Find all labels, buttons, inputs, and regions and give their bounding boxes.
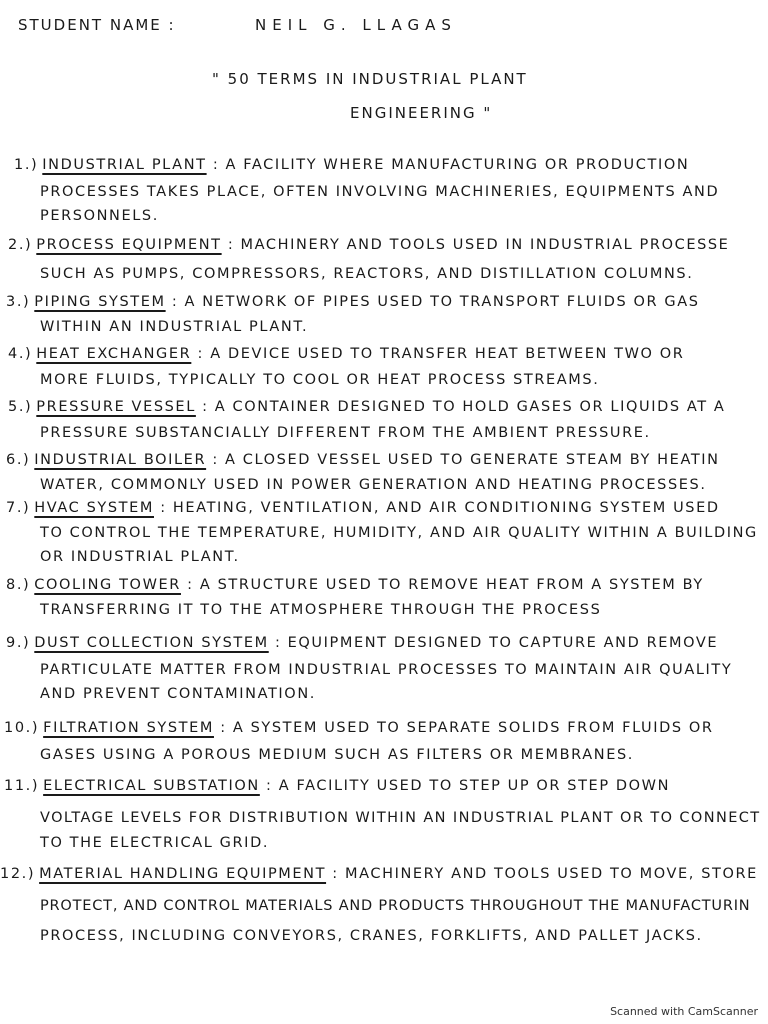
term-number: 3.): [6, 294, 31, 310]
term-number: 2.): [8, 237, 33, 253]
term-definition-line: AND PREVENT CONTAMINATION.: [40, 686, 316, 702]
term-entry: [8, 399, 725, 415]
student-name-label: STUDENT NAME :: [18, 16, 176, 34]
term-definition-line: VOLTAGE LEVELS FOR DISTRIBUTION WITHIN AN INDUSTRIAL PLANT OR TO CONNECT: [40, 810, 761, 826]
term-definition-line: : HEATING, VENTILATION, AND AIR CONDITIONING SYSTEM USED: [160, 500, 720, 516]
term-definition-line: GASES USING A POROUS MEDIUM SUCH AS FILTERS OR MEMBRANES.: [40, 747, 635, 763]
term-entry: [8, 237, 729, 253]
term-definition-line: WATER, COMMONLY USED IN POWER GENERATION AND HEATING PROCESSES.: [40, 477, 707, 493]
term-entry: [6, 500, 720, 516]
title-line-1: " 50 TERMS IN INDUSTRIAL PLANT: [212, 70, 528, 88]
term-title: INDUSTRIAL PLANT: [42, 157, 207, 173]
title-line-2: ENGINEERING ": [350, 104, 493, 122]
term-entry: [6, 635, 718, 651]
student-name-value: NEIL G. LLAGAS: [255, 16, 457, 34]
scanner-watermark: Scanned with CamScanner: [610, 1005, 758, 1018]
term-definition-line: PROCESS, INCLUDING CONVEYORS, CRANES, FORKLIFTS, AND PALLET JACKS.: [40, 928, 703, 944]
term-definition-line: PERSONNELS.: [40, 208, 159, 224]
term-entry: [14, 157, 689, 173]
term-definition-line: : A FACILITY USED TO STEP UP OR STEP DOWN: [266, 778, 671, 794]
term-title: HEAT EXCHANGER: [36, 346, 192, 362]
term-entry: [6, 452, 720, 468]
term-definition-line: PARTICULATE MATTER FROM INDUSTRIAL PROCESSES TO MAINTAIN AIR QUALITY: [40, 662, 733, 678]
term-number: 12.): [0, 866, 36, 882]
term-title: PROCESS EQUIPMENT: [36, 237, 222, 253]
term-definition-line: : A CLOSED VESSEL USED TO GENERATE STEAM BY HEATIN: [212, 452, 720, 468]
term-definition-line: : A NETWORK OF PIPES USED TO TRANSPORT FLUIDS OR GAS: [171, 294, 700, 310]
term-number: 5.): [8, 399, 33, 415]
term-definition-line: OR INDUSTRIAL PLANT.: [40, 549, 240, 565]
term-title: DUST COLLECTION SYSTEM: [34, 635, 269, 651]
term-title: INDUSTRIAL BOILER: [34, 452, 207, 468]
term-definition-line: : EQUIPMENT DESIGNED TO CAPTURE AND REMOVE: [274, 635, 719, 651]
term-definition-line: TRANSFERRING IT TO THE ATMOSPHERE THROUGH THE PROCESS: [40, 602, 602, 618]
term-number: 8.): [6, 577, 31, 593]
term-definition-line: : A FACILITY WHERE MANUFACTURING OR PRODUCTION: [212, 157, 690, 173]
term-entry: [4, 778, 670, 794]
term-entry: [0, 866, 758, 882]
term-title: PRESSURE VESSEL: [36, 399, 196, 415]
term-number: 6.): [6, 452, 31, 468]
term-definition-line: : A CONTAINER DESIGNED TO HOLD GASES OR LIQUIDS AT A: [202, 399, 726, 415]
term-number: 11.): [4, 778, 40, 794]
term-entry: [8, 346, 684, 362]
term-title: COOLING TOWER: [34, 577, 181, 593]
term-entry: [4, 720, 714, 736]
term-title: FILTRATION SYSTEM: [43, 720, 214, 736]
term-definition-line: : MACHINERY AND TOOLS USED IN INDUSTRIAL PROCESSE: [227, 237, 730, 253]
term-entry: [6, 294, 700, 310]
term-number: 4.): [8, 346, 33, 362]
term-definition-line: : A DEVICE USED TO TRANSFER HEAT BETWEEN TWO OR: [197, 346, 685, 362]
term-entry: [6, 577, 704, 593]
term-definition-line: : MACHINERY AND TOOLS USED TO MOVE, STORE: [332, 866, 758, 882]
term-definition-line: PROCESSES TAKES PLACE, OFTEN INVOLVING MACHINERIES, EQUIPMENTS AND: [40, 184, 720, 200]
term-number: 9.): [6, 635, 31, 651]
term-definition-line: : A STRUCTURE USED TO REMOVE HEAT FROM A SYSTEM BY: [187, 577, 704, 593]
term-title: PIPING SYSTEM: [34, 294, 166, 310]
term-definition-line: PROTECT, AND CONTROL MATERIALS AND PRODUCTS THROUGHOUT THE MANUFACTURIN: [40, 898, 751, 914]
term-definition-line: WITHIN AN INDUSTRIAL PLANT.: [40, 319, 309, 335]
term-definition-line: : A SYSTEM USED TO SEPARATE SOLIDS FROM FLUIDS OR: [220, 720, 714, 736]
term-definition-line: PRESSURE SUBSTANCIALLY DIFFERENT FROM THE AMBIENT PRESSURE.: [40, 425, 651, 441]
term-definition-line: TO CONTROL THE TEMPERATURE, HUMIDITY, AND AIR QUALITY WITHIN A BUILDING: [40, 525, 758, 541]
term-number: 1.): [14, 157, 39, 173]
term-number: 7.): [6, 500, 31, 516]
term-definition-line: MORE FLUIDS, TYPICALLY TO COOL OR HEAT PROCESS STREAMS.: [40, 372, 600, 388]
term-definition-line: TO THE ELECTRICAL GRID.: [40, 835, 270, 851]
term-definition-line: SUCH AS PUMPS, COMPRESSORS, REACTORS, AND DISTILLATION COLUMNS.: [40, 266, 694, 282]
term-title: HVAC SYSTEM: [34, 500, 154, 516]
term-number: 10.): [4, 720, 40, 736]
term-title: ELECTRICAL SUBSTATION: [43, 778, 260, 794]
term-title: MATERIAL HANDLING EQUIPMENT: [39, 866, 327, 882]
